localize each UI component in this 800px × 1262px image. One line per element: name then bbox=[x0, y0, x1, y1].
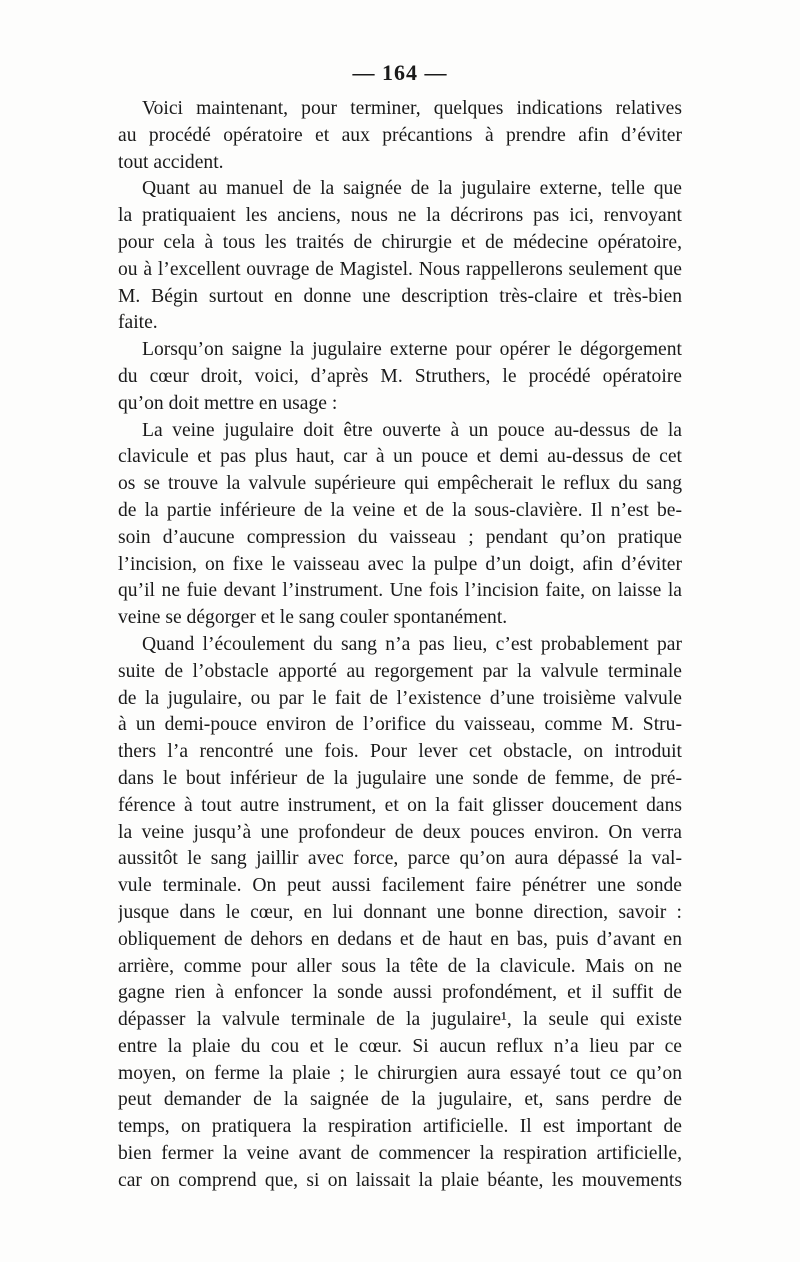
text-line: dépasser la valvule terminale de la jugulaire¹, la seule qui existe bbox=[118, 1009, 682, 1031]
text-line: Voici maintenant, pour terminer, quelques indications relatives bbox=[142, 98, 682, 119]
text-line: soin d’aucune compression du vaisseau ; pendant qu’on pratique bbox=[118, 526, 682, 548]
text-line: Quant au manuel de la saignée de la jugulaire externe, telle que bbox=[142, 178, 682, 200]
text-line: suite de l’obstacle apporté au regorgement par la valvule terminale bbox=[118, 660, 682, 682]
paragraph-manuel bbox=[118, 176, 682, 337]
text-line: gagne rien à enfoncer la sonde aussi profondément, et il suffit de bbox=[118, 982, 682, 1004]
text-line: tout accident. bbox=[118, 151, 224, 173]
text-line: ou à l’excellent ouvrage de Magistel. Nous rappellerons seulement que bbox=[118, 258, 682, 280]
paragraph-ecoulement bbox=[118, 632, 682, 1195]
text-line: faite. bbox=[118, 312, 158, 334]
text-line: pour cela à tous les traités de chirurgie et de médecine opératoire, bbox=[118, 231, 682, 253]
text-line: La veine jugulaire doit être ouverte à un pouce au-dessus de la bbox=[142, 419, 682, 441]
text-line: la veine jusqu’à une profondeur de deux pouces environ. On verra bbox=[118, 821, 682, 843]
text-line: obliquement de dehors en dedans et de haut en bas, puis d’avant en bbox=[118, 928, 682, 950]
text-line: l’incision, on fixe le vaisseau avec la pulpe d’un doigt, afin d’éviter bbox=[118, 553, 682, 575]
text-line: os se trouve la valvule supérieure qui empêcherait le reflux du sang bbox=[118, 473, 682, 495]
text-line: Quand l’écoulement du sang n’a pas lieu, c’est probablement par bbox=[142, 633, 682, 655]
text-line: de la jugulaire, ou par le fait de l’existence d’une troisième valvule bbox=[118, 687, 682, 709]
text-line: M. Bégin surtout en donne une description très-claire et très-bien bbox=[118, 285, 682, 307]
text-line: qu’on doit mettre en usage : bbox=[118, 392, 338, 414]
text-line: clavicule et pas plus haut, car à un pouce et demi au-dessus de cet bbox=[118, 446, 682, 468]
text-line: entre la plaie du cou et le cœur. Si aucun reflux n’a lieu par ce bbox=[118, 1035, 682, 1057]
text-line: férence à tout autre instrument, et on la fait glisser doucement dans bbox=[118, 794, 682, 816]
text-line: moyen, on ferme la plaie ; le chirurgien aura essayé tout ce qu’on bbox=[118, 1062, 682, 1084]
text-line: qu’il ne fuie devant l’instrument. Une fois l’incision faite, on laisse la bbox=[118, 580, 682, 602]
body-text bbox=[118, 96, 682, 1195]
text-line: dans le bout inférieur de la jugulaire une sonde de femme, de pré- bbox=[118, 767, 682, 789]
text-line: thers l’a rencontré une fois. Pour lever cet obstacle, on introduit bbox=[118, 741, 682, 763]
text-line: vule terminale. On peut aussi facilement faire pénétrer une sonde bbox=[118, 875, 682, 897]
text-line: la pratiquaient les anciens, nous ne la décrirons pas ici, renvoyant bbox=[118, 205, 682, 227]
text-line: du cœur droit, voici, d’après M. Struthers, le procédé opératoire bbox=[118, 365, 682, 387]
text-line: peut demander de la saignée de la jugulaire, et, sans perdre de bbox=[118, 1089, 682, 1111]
text-line: à un demi-pouce environ de l’orifice du vaisseau, comme M. Stru- bbox=[118, 714, 682, 736]
text-line: aussitôt le sang jaillir avec force, parce qu’on aura dépassé la val- bbox=[118, 848, 682, 870]
text-line: Lorsqu’on saigne la jugulaire externe pour opérer le dégorgement bbox=[142, 339, 682, 361]
paragraph-veine bbox=[118, 418, 682, 632]
paragraph-intro bbox=[118, 96, 682, 176]
page-number: — 164 — bbox=[352, 60, 448, 85]
text-line: arrière, comme pour aller sous la tête de la clavicule. Mais on ne bbox=[118, 955, 682, 977]
text-line: car on comprend que, si on laissait la plaie béante, les mouvements bbox=[118, 1169, 682, 1191]
text-line: de la partie inférieure de la veine et de la sous-clavière. Il n’est be- bbox=[118, 499, 682, 521]
paragraph-struthers bbox=[118, 337, 682, 417]
text-line: jusque dans le cœur, en lui donnant une bonne direction, savoir : bbox=[118, 901, 682, 923]
text-line: bien fermer la veine avant de commencer la respiration artificielle, bbox=[118, 1143, 682, 1165]
text-line: temps, on pratiquera la respiration artificielle. Il est important de bbox=[118, 1116, 682, 1138]
text-line: veine se dégorger et le sang couler spontanément. bbox=[118, 607, 508, 629]
text-line: au procédé opératoire et aux précantions à prendre afin d’éviter bbox=[118, 124, 682, 146]
